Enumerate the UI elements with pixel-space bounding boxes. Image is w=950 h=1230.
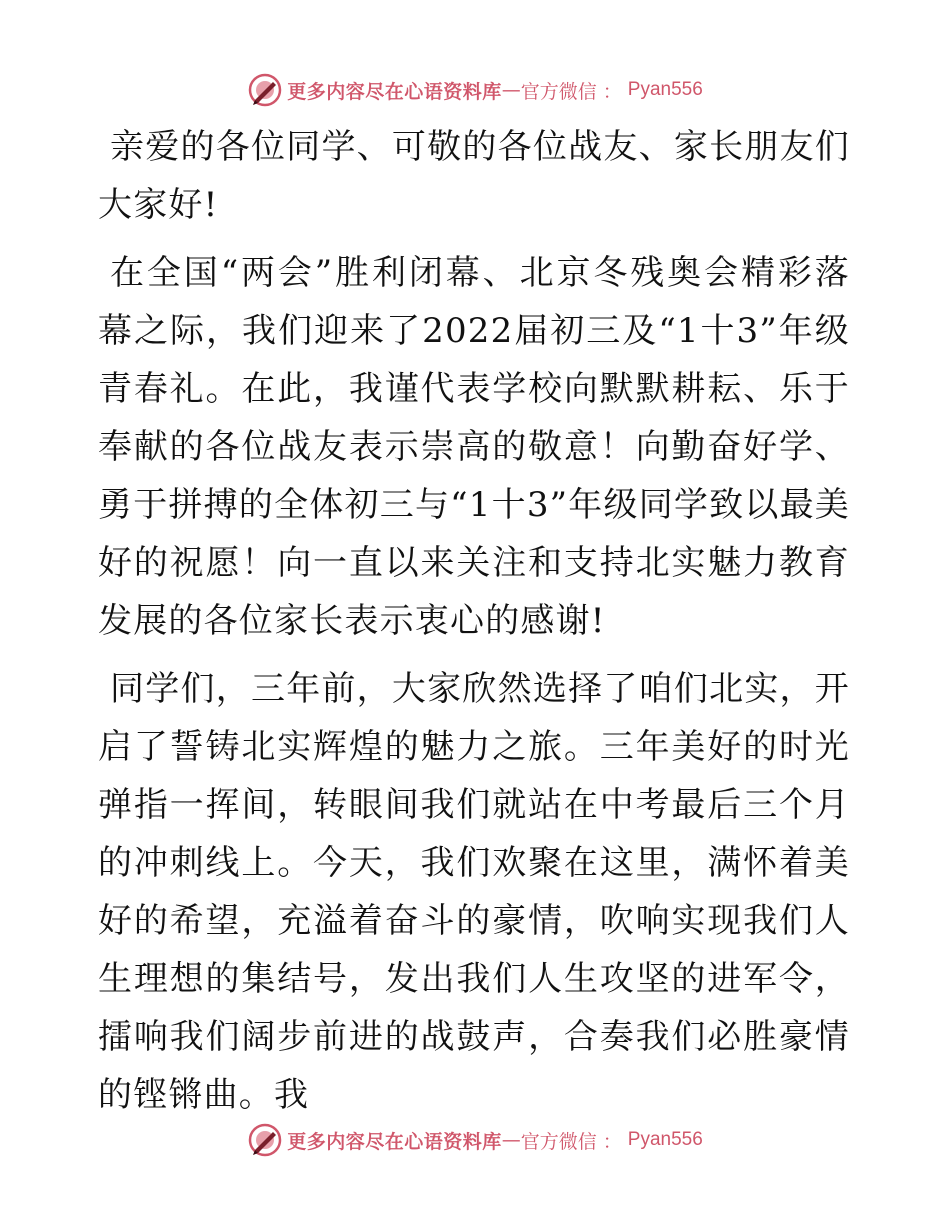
banner-main-text: 更多内容尽在心语资料库 (287, 80, 502, 103)
pen-logo-icon (247, 1122, 283, 1158)
paragraph-opening: 在全国“两会”胜利闭幕、北京冬残奥会精彩落幕之际，我们迎来了2022届初三及“1十3”年级青春礼。在此，我谨代表学校向默默耕耘、乐于奉献的各位战友表示崇高的敬意！向勤奋好学、勇于拼搏的全体初三与“1十3”年级同学致以最美好的祝愿！向一直以来关注和支持北实魅力教育发展的各位家长表示衷心的感谢! (98, 253, 850, 641)
banner-wechat-id: Pyan556 (627, 79, 703, 100)
banner-label: 官方微信 (520, 80, 597, 103)
banner-label: 官方微信 (520, 1130, 597, 1153)
header-banner (0, 70, 950, 110)
banner-separator: ： (602, 80, 622, 103)
paragraph-students: 同学们，三年前，大家欣然选择了咱们北实，开启了誓铸北实辉煌的魅力之旅。三年美好的时光弹指一挥间，转眼间我们就站在中考最后三个月的冲刺线上。今天，我们欢聚在这里，满怀着美好的希望，充溢着奋斗的豪情，吹响实现我们人生理想的集结号，发出我们人生攻坚的进军令，擂响我们阔步前进的战鼓声，合奏我们必胜豪情的铿锵曲。我 (98, 669, 850, 1115)
footer-banner (0, 1120, 950, 1160)
banner-separator: ： (602, 1130, 622, 1153)
banner-wechat-id: Pyan556 (627, 1129, 703, 1150)
paragraph-greeting: 亲爱的各位同学、可敬的各位战友、家长朋友们大家好! (98, 127, 850, 225)
document-body (98, 118, 850, 1134)
pen-logo-icon (247, 72, 283, 108)
banner-dash: — (501, 79, 521, 101)
banner-main-text: 更多内容尽在心语资料库 (287, 1130, 502, 1153)
banner-dash: — (501, 1129, 521, 1151)
